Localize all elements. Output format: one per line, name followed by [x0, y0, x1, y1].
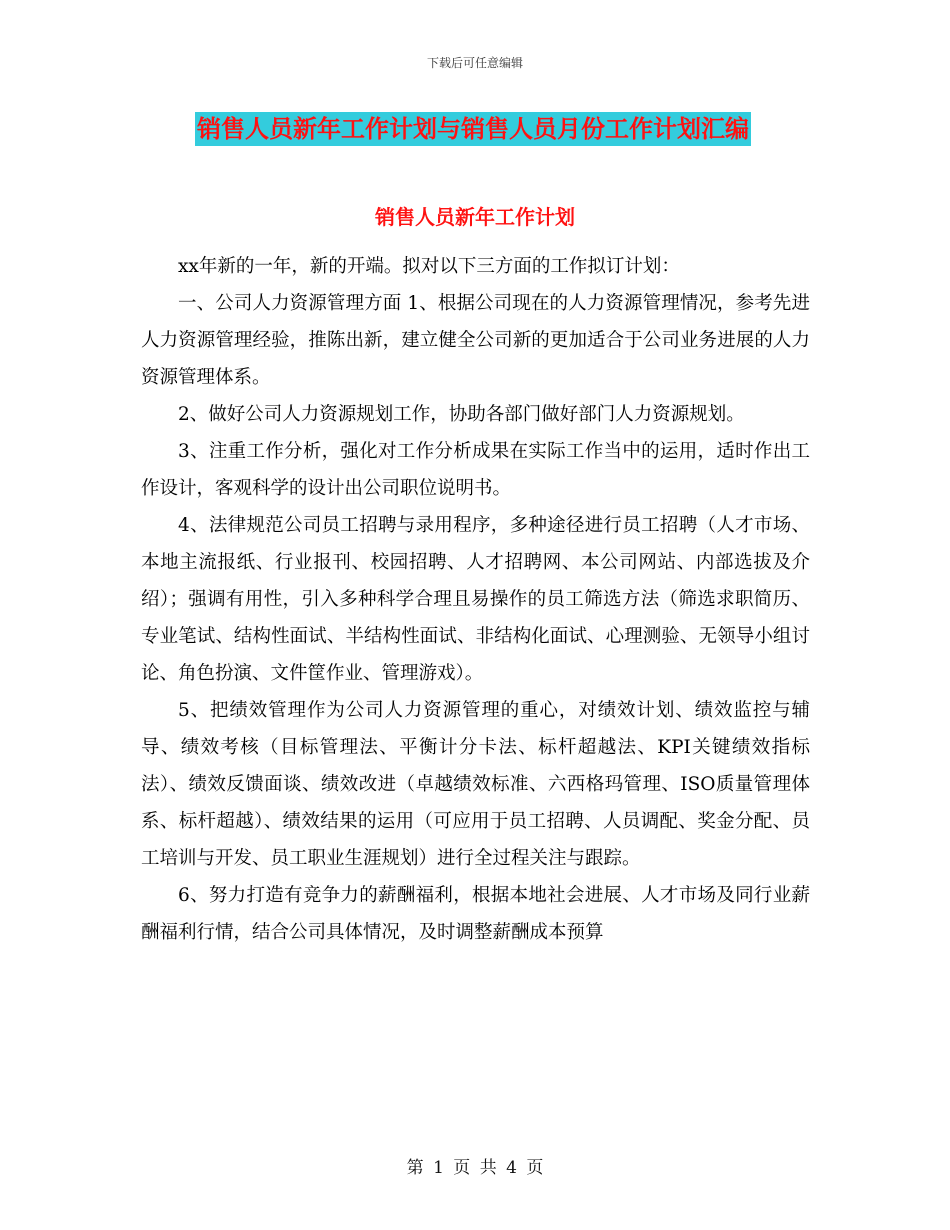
- paragraph: 5、把绩效管理作为公司人力资源管理的重心，对绩效计划、绩效监控与辅导、绩效考核（目标管理法、平衡计分卡法、标杆超越法、KPI关键绩效指标法）、绩效反馈面谈、绩效改进（卓越绩效标准、六西格玛管理、ISO质量管理体系、标杆超越）、绩效结果的运用（可应用于员工招聘、人员调配、奖金分配、员工培训与开发、员工职业生涯规划）进行全过程关注与跟踪。: [141, 700, 810, 869]
- section-title: 销售人员新年工作计划: [375, 205, 575, 229]
- main-title-wrap: [195, 112, 751, 146]
- paragraph: 2、做好公司人力资源规划工作，协助各部门做好部门人力资源规划。: [178, 404, 745, 425]
- paragraph: 一、公司人力资源管理方面 1、根据公司现在的人力资源管理情况，参考先进人力资源管理经验，推陈出新，建立健全公司新的更加适合于公司业务进展的人力资源管理体系。: [141, 293, 810, 388]
- paragraph: xx年新的一年，新的开端。拟对以下三方面的工作拟订计划：: [178, 256, 680, 277]
- paragraph: 4、法律规范公司员工招聘与录用程序，多种途径进行员工招聘（人才市场、本地主流报纸、行业报刊、校园招聘、人才招聘网、本公司网站、内部选拔及介绍）；强调有用性，引入多种科学合理且易操作的员工筛选方法（筛选求职简历、专业笔试、结构性面试、半结构性面试、非结构化面试、心理测验、无领导小组讨论、角色扮演、文件筐作业、管理游戏）。: [141, 515, 810, 684]
- paragraph: 3、注重工作分析，强化对工作分析成果在实际工作当中的运用，适时作出工作设计，客观科学的设计出公司职位说明书。: [141, 441, 810, 499]
- body-text: [141, 248, 810, 951]
- main-title: 销售人员新年工作计划与销售人员月份工作计划汇编: [195, 112, 751, 146]
- page-footer: 第 1 页 共 4 页: [406, 1158, 544, 1178]
- paragraph: 6、努力打造有竞争力的薪酬福利，根据本地社会进展、人才市场及同行业薪酬福利行情，结合公司具体情况，及时调整薪酬成本预算: [141, 885, 810, 943]
- header-note: 下载后可任意编辑: [426, 56, 523, 70]
